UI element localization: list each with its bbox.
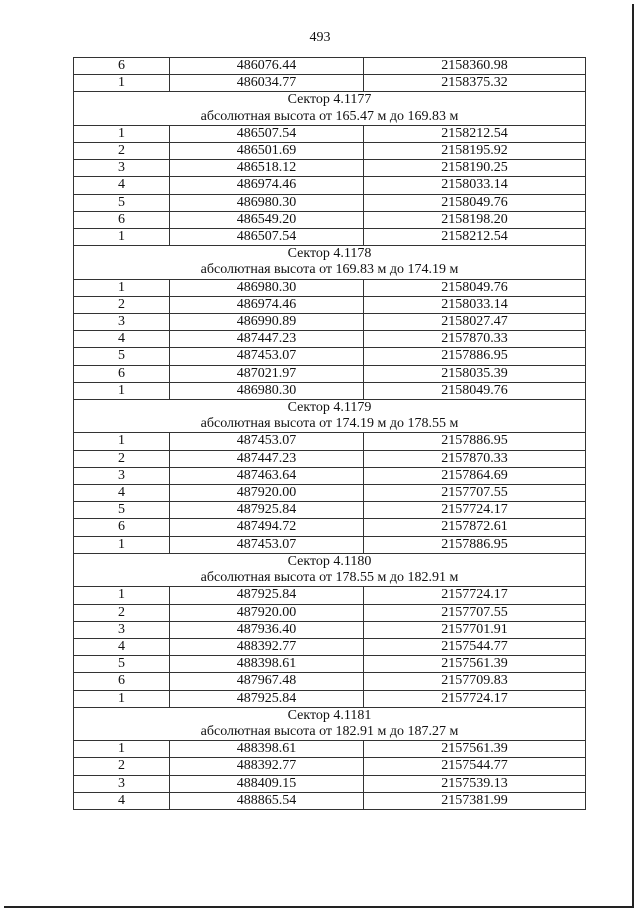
sector-title: Сектор 4.1180 <box>74 553 586 570</box>
table-row <box>74 673 586 690</box>
x-coordinate: 487967.48 <box>170 673 364 690</box>
table-row <box>74 638 586 655</box>
x-coordinate: 488398.61 <box>170 656 364 673</box>
table-row <box>74 125 586 142</box>
point-number: 2 <box>74 604 170 621</box>
point-number: 1 <box>74 587 170 604</box>
y-coordinate: 2158027.47 <box>364 314 586 331</box>
y-coordinate: 2157872.61 <box>364 519 586 536</box>
point-number: 4 <box>74 177 170 194</box>
y-coordinate: 2157724.17 <box>364 587 586 604</box>
y-coordinate: 2158195.92 <box>364 143 586 160</box>
x-coordinate: 487920.00 <box>170 485 364 502</box>
x-coordinate: 486974.46 <box>170 296 364 313</box>
table-row <box>74 587 586 604</box>
x-coordinate: 486990.89 <box>170 314 364 331</box>
table-row <box>74 348 586 365</box>
x-coordinate: 487453.07 <box>170 536 364 553</box>
point-number: 4 <box>74 331 170 348</box>
point-number: 3 <box>74 467 170 484</box>
y-coordinate: 2158033.14 <box>364 177 586 194</box>
y-coordinate: 2158375.32 <box>364 75 586 92</box>
x-coordinate: 488392.77 <box>170 638 364 655</box>
table-row <box>74 519 586 536</box>
point-number: 2 <box>74 450 170 467</box>
point-number: 1 <box>74 536 170 553</box>
x-coordinate: 488398.61 <box>170 741 364 758</box>
point-number: 3 <box>74 621 170 638</box>
table-row <box>74 621 586 638</box>
table-row <box>74 536 586 553</box>
sector-altitude: абсолютная высота от 165.47 м до 169.83 м <box>74 109 586 126</box>
sector-header-row <box>74 553 586 570</box>
x-coordinate: 486507.54 <box>170 125 364 142</box>
table-row <box>74 433 586 450</box>
x-coordinate: 486980.30 <box>170 382 364 399</box>
point-number: 1 <box>74 741 170 758</box>
point-number: 5 <box>74 194 170 211</box>
sector-header-row <box>74 246 586 263</box>
sector-altitude: абсолютная высота от 174.19 м до 178.55 м <box>74 416 586 433</box>
table-row <box>74 690 586 707</box>
x-coordinate: 487447.23 <box>170 331 364 348</box>
y-coordinate: 2157886.95 <box>364 433 586 450</box>
table-row <box>74 775 586 792</box>
point-number: 1 <box>74 125 170 142</box>
y-coordinate: 2158049.76 <box>364 382 586 399</box>
table-row <box>74 382 586 399</box>
sector-altitude-row <box>74 262 586 279</box>
point-number: 5 <box>74 502 170 519</box>
y-coordinate: 2157701.91 <box>364 621 586 638</box>
table-row <box>74 758 586 775</box>
point-number: 4 <box>74 638 170 655</box>
table-row <box>74 502 586 519</box>
table-row <box>74 485 586 502</box>
x-coordinate: 486549.20 <box>170 211 364 228</box>
point-number: 6 <box>74 365 170 382</box>
point-number: 4 <box>74 792 170 809</box>
point-number: 2 <box>74 296 170 313</box>
sector-title: Сектор 4.1178 <box>74 246 586 263</box>
y-coordinate: 2157886.95 <box>364 348 586 365</box>
y-coordinate: 2158049.76 <box>364 194 586 211</box>
y-coordinate: 2157561.39 <box>364 741 586 758</box>
table-row <box>74 331 586 348</box>
table-row <box>74 741 586 758</box>
point-number: 6 <box>74 58 170 75</box>
point-number: 1 <box>74 433 170 450</box>
x-coordinate: 488865.54 <box>170 792 364 809</box>
coordinates-table-body <box>74 58 586 810</box>
y-coordinate: 2158033.14 <box>364 296 586 313</box>
point-number: 3 <box>74 314 170 331</box>
x-coordinate: 486980.30 <box>170 194 364 211</box>
table-row <box>74 604 586 621</box>
x-coordinate: 486501.69 <box>170 143 364 160</box>
sector-altitude-row <box>74 416 586 433</box>
x-coordinate: 487925.84 <box>170 502 364 519</box>
y-coordinate: 2157870.33 <box>364 450 586 467</box>
point-number: 6 <box>74 211 170 228</box>
y-coordinate: 2157544.77 <box>364 638 586 655</box>
x-coordinate: 486974.46 <box>170 177 364 194</box>
table-row <box>74 75 586 92</box>
y-coordinate: 2158198.20 <box>364 211 586 228</box>
table-row <box>74 296 586 313</box>
table-row <box>74 177 586 194</box>
y-coordinate: 2158360.98 <box>364 58 586 75</box>
table-row <box>74 467 586 484</box>
sector-header-row <box>74 92 586 109</box>
coordinates-table <box>73 57 586 810</box>
x-coordinate: 486034.77 <box>170 75 364 92</box>
point-number: 6 <box>74 519 170 536</box>
point-number: 4 <box>74 485 170 502</box>
table-row <box>74 160 586 177</box>
x-coordinate: 487936.40 <box>170 621 364 638</box>
x-coordinate: 487453.07 <box>170 348 364 365</box>
x-coordinate: 487925.84 <box>170 690 364 707</box>
x-coordinate: 487463.64 <box>170 467 364 484</box>
point-number: 1 <box>74 690 170 707</box>
sector-altitude-row <box>74 724 586 741</box>
sector-title: Сектор 4.1181 <box>74 707 586 724</box>
y-coordinate: 2157539.13 <box>364 775 586 792</box>
point-number: 1 <box>74 229 170 246</box>
table-row <box>74 211 586 228</box>
point-number: 5 <box>74 348 170 365</box>
page-number: 493 <box>309 30 331 45</box>
point-number: 2 <box>74 143 170 160</box>
point-number: 3 <box>74 775 170 792</box>
sector-altitude: абсолютная высота от 169.83 м до 174.19 м <box>74 262 586 279</box>
y-coordinate: 2157724.17 <box>364 690 586 707</box>
point-number: 3 <box>74 160 170 177</box>
y-coordinate: 2158212.54 <box>364 125 586 142</box>
point-number: 6 <box>74 673 170 690</box>
table-row <box>74 58 586 75</box>
x-coordinate: 486507.54 <box>170 229 364 246</box>
x-coordinate: 486980.30 <box>170 279 364 296</box>
sector-altitude: абсолютная высота от 182.91 м до 187.27 м <box>74 724 586 741</box>
point-number: 2 <box>74 758 170 775</box>
table-row <box>74 143 586 160</box>
y-coordinate: 2158190.25 <box>364 160 586 177</box>
y-coordinate: 2157886.95 <box>364 536 586 553</box>
table-row <box>74 194 586 211</box>
table-row <box>74 314 586 331</box>
y-coordinate: 2158049.76 <box>364 279 586 296</box>
x-coordinate: 487021.97 <box>170 365 364 382</box>
y-coordinate: 2157707.55 <box>364 485 586 502</box>
x-coordinate: 487447.23 <box>170 450 364 467</box>
sector-header-row <box>74 707 586 724</box>
point-number: 1 <box>74 75 170 92</box>
sector-altitude: абсолютная высота от 178.55 м до 182.91 м <box>74 570 586 587</box>
x-coordinate: 487453.07 <box>170 433 364 450</box>
x-coordinate: 488409.15 <box>170 775 364 792</box>
y-coordinate: 2157709.83 <box>364 673 586 690</box>
x-coordinate: 486518.12 <box>170 160 364 177</box>
y-coordinate: 2157724.17 <box>364 502 586 519</box>
x-coordinate: 487494.72 <box>170 519 364 536</box>
table-row <box>74 656 586 673</box>
point-number: 1 <box>74 382 170 399</box>
table-row <box>74 229 586 246</box>
y-coordinate: 2157864.69 <box>364 467 586 484</box>
x-coordinate: 487920.00 <box>170 604 364 621</box>
table-row <box>74 365 586 382</box>
sector-title: Сектор 4.1179 <box>74 400 586 417</box>
y-coordinate: 2157381.99 <box>364 792 586 809</box>
y-coordinate: 2158212.54 <box>364 229 586 246</box>
sector-altitude-row <box>74 570 586 587</box>
sector-title: Сектор 4.1177 <box>74 92 586 109</box>
point-number: 1 <box>74 279 170 296</box>
x-coordinate: 487925.84 <box>170 587 364 604</box>
table-row <box>74 279 586 296</box>
y-coordinate: 2157707.55 <box>364 604 586 621</box>
x-coordinate: 488392.77 <box>170 758 364 775</box>
x-coordinate: 486076.44 <box>170 58 364 75</box>
y-coordinate: 2157870.33 <box>364 331 586 348</box>
y-coordinate: 2158035.39 <box>364 365 586 382</box>
y-coordinate: 2157561.39 <box>364 656 586 673</box>
point-number: 5 <box>74 656 170 673</box>
table-row <box>74 792 586 809</box>
sector-altitude-row <box>74 109 586 126</box>
sector-header-row <box>74 400 586 417</box>
table-row <box>74 450 586 467</box>
y-coordinate: 2157544.77 <box>364 758 586 775</box>
